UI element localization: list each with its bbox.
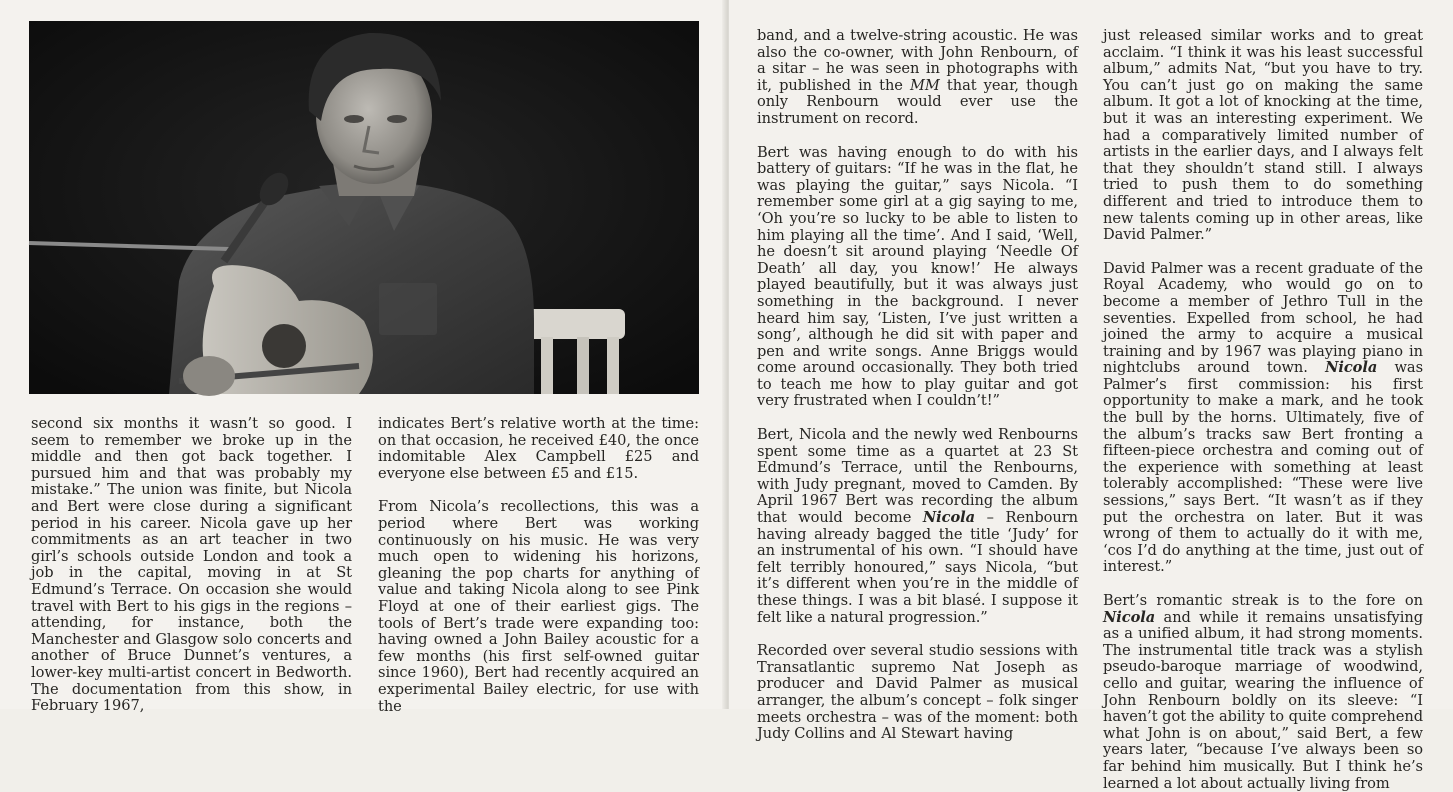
left-page xyxy=(0,0,725,715)
album-title: Nicola xyxy=(1325,359,1378,377)
italic-title: MM xyxy=(910,76,940,94)
guitarist-photo-icon xyxy=(29,21,699,394)
text-run: and while it remains unsatisfying as a unified album, it had strong moments. The instrumental title track was a stylish pseudo-baroque marriage of woodwind, cello and guitar, wearing the influence of John Renbourn boldly on its sleeve: “I haven’t got the ability to quite comprehend what John is on about,” said Bert, a few years later, “because I’ve always been so far behind him musically. But I think he’s learned a lot about actually living from xyxy=(1103,608,1423,792)
left-page-column-1 xyxy=(31,416,352,715)
right-page-column-2 xyxy=(1103,28,1423,792)
text-run: was Palmer’s first commission: his first opportunity to make a mark, and he took the bull by the horns. Ultimately, five of the album’s tracks saw Bert fronting a fifteen-piece orchestra and coming out of the experience with something at least tolerably accomplished: “These were live sessions,” says Bert. “It wasn’t as if they put the orchestra on later. But it was wrong of them to actually do it with me, ‘cos I’d do anything at the time, just out of interest.” xyxy=(1103,359,1424,576)
paragraph: Bert was having enough to do with his battery of guitars: “If he was in the flat, he was playing the guitar,” says Nicola. “I remember some girl at a gig saying to me, ‘Oh you’re so lucky to be able to listen to him playing all the time’. And I said, ‘Well, he doesn’t sit around playing ‘Needle Of Death’ all day, you know!’ He always played beautifully, but it was always just something in the background. I never heard him say, ‘Listen, I’ve just written a song’, although he did sit with paper and pen and write songs. Anne Briggs would come around occasionally. They both tried to teach me how to play guitar and got very frustrated when I couldn’t!” xyxy=(757,143,1078,410)
paragraph: second six months it wasn’t so good. I seem to remember we broke up in the middle and then got back together. I pursued him and that was probably my mistake.” The union was finite, but Nicola and Bert were close during a significant period in his career. Nicola gave up her commitments as an art teacher in two girl’s schools outside London and took a job in the capital, moving in at St Edmund’s Terrace. On occasion she would travel with Bert to his gigs in the regions – attending, for instance, both the Manchester and Glasgow solo concerts and another of Bruce Dunnet’s ventures, a lower-key multi-artist concert in Bedworth. The documentation from this show, in February 1967, xyxy=(31,415,352,715)
paragraph xyxy=(757,427,1078,626)
performance-photo xyxy=(29,21,699,394)
text-run: – Renbourn having already bagged the title ‘Judy’ for an instrumental of his own. “I should have felt terribly honoured,” says Nicola, “but it’s different when you’re in the middle of these things. I was a bit blasé. I suppose it felt like a natural progression.” xyxy=(757,509,1078,626)
paragraph: just released similar works and to great acclaim. “I think it was his least successful album,” admits Nat, “but you have to try. You can’t just go on making the same album. It got a lot of knocking at the time, but it was an interesting experiment. We had a comparatively limited number of artists in the earlier days, and I always felt that they shouldn’t stand still. I always tried to push them to do something different and tried to introduce them to new talents coming up in other areas, like David Palmer.” xyxy=(1103,27,1423,244)
text-run: Bert’s romantic streak is to the fore on xyxy=(1103,592,1423,609)
paragraph: indicates Bert’s relative worth at the time: on that occasion, he received £40, the once indomitable Alex Campbell £25 and everyone else between £5 and £15. xyxy=(378,415,699,482)
paragraph xyxy=(1103,593,1423,792)
paragraph xyxy=(1103,261,1423,576)
paragraph xyxy=(757,28,1078,128)
album-title: Nicola xyxy=(1103,608,1156,626)
right-page-column-1 xyxy=(757,28,1078,743)
text-run: band, and a twelve-string acoustic. He was also the co-owner, with John Renbourn, of a sitar – he was seen in photographs with it, published in the xyxy=(757,27,1078,94)
paragraph: Recorded over several studio sessions with Transatlantic supremo Nat Joseph as producer and David Palmer as musical arranger, the album’s concept – folk singer meets orchestra – was of the moment: both Judy Collins and Al Stewart having xyxy=(757,642,1078,743)
album-title: Nicola xyxy=(922,509,976,527)
paragraph: From Nicola’s recollections, this was a period where Bert was working continuously on his music. He was very much open to widening his horizons, gleaning the pop charts for anything of value and taking Nicola along to see Pink Floyd at one of their earliest gigs. The tools of Bert’s trade were expanding too: having owned a John Bailey acoustic for a few months (his first self-owned guitar since 1960), Bert had recently acquired an experimental Bailey electric, for use with the xyxy=(378,498,699,715)
left-page-column-2 xyxy=(378,416,699,715)
text-run: Bert, Nicola and the newly wed Renbourns spent some time as a quartet at 23 St Edmund’s Terrace, until the Renbourns, with Judy pregnant, moved to Camden. By April 1967 Bert was recording the album that would become xyxy=(757,426,1078,527)
text-run: David Palmer was a recent graduate of the Royal Academy, who would go on to become a member of Jethro Tull in the seventies. Expelled from school, he had joined the army to acquire a musical training and by 1967 was playing piano in nightclubs around town. xyxy=(1103,259,1423,377)
text-run: that year, though only Renbourn would ever use the instrument on record. xyxy=(757,76,1078,127)
